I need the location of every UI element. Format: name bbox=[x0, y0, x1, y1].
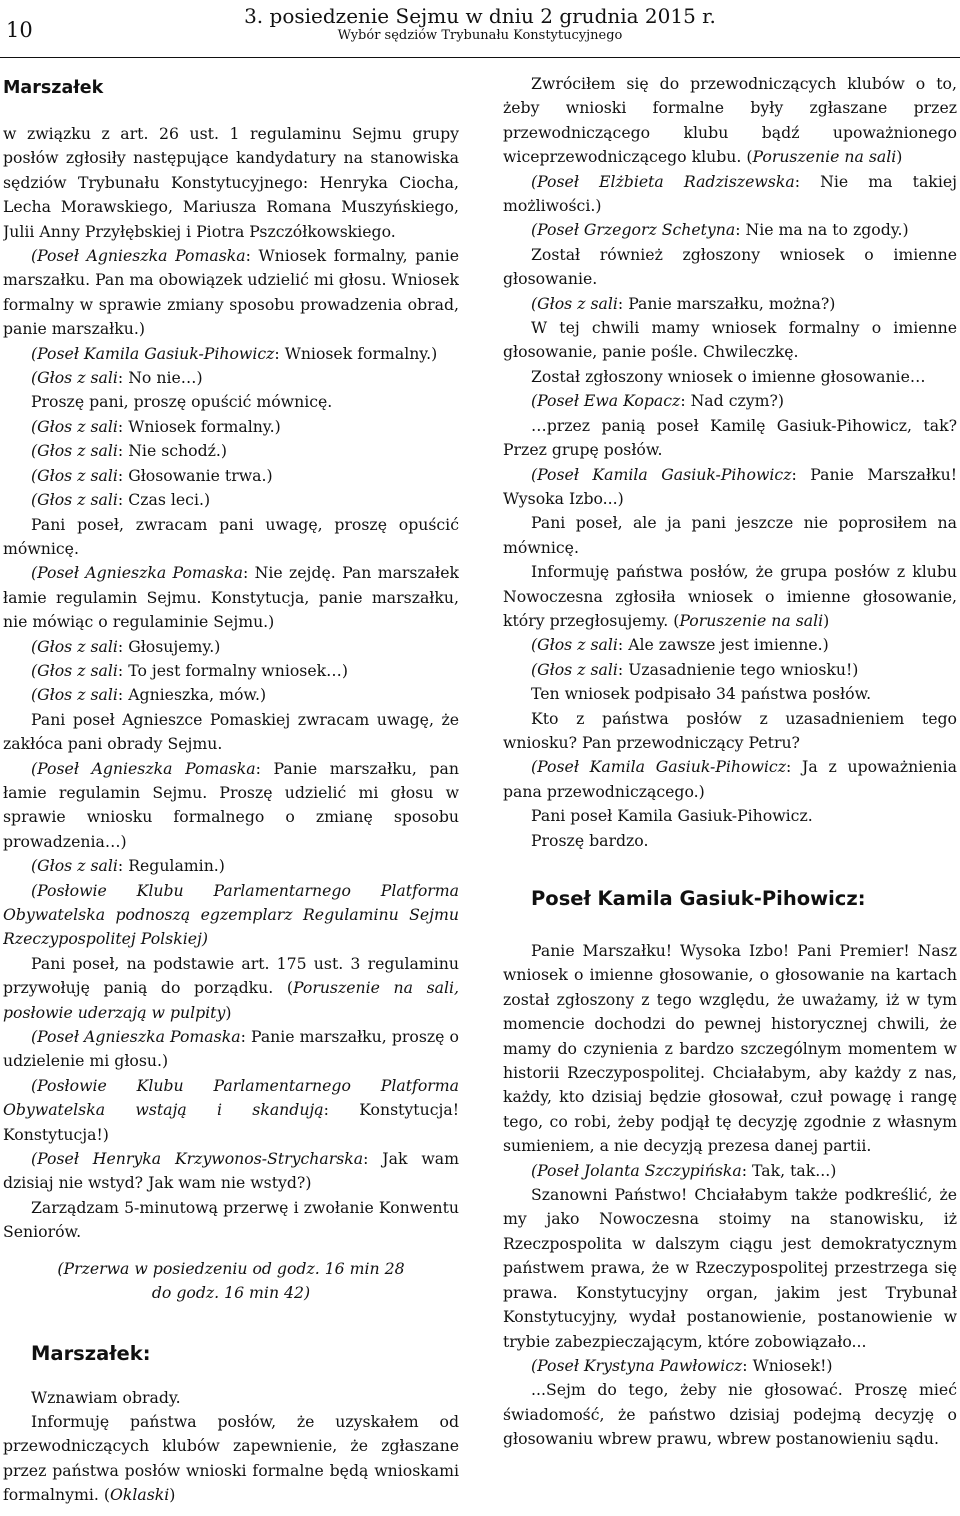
paragraph: Pani poseł, ale ja pani jeszcze nie poprosiłem na mównicę. bbox=[503, 513, 957, 557]
interjection: (Poseł Agnieszka Pomaska: Nie zejdę. Pan marszałek łamie regulamin Sejmu. Konstytucja, panie marszałku, nie mówiąc o regulaminie Sejmu.) bbox=[3, 563, 459, 632]
paragraph: Wznawiam obrady. bbox=[31, 1387, 181, 1407]
interjection: (Głos z sali: Agnieszka, mów.) bbox=[31, 685, 267, 705]
interjection: (Głos z sali: Czas leci.) bbox=[31, 490, 211, 510]
interjection: (Poseł Krystyna Pawłowicz: Wniosek!) bbox=[531, 1355, 833, 1375]
stage-direction: (Posłowie Klubu Parlamentarnego Platforma Obywatelska podnoszą egzemplarz Regulaminu Sejmu Rzeczypospolitej Polskiej) bbox=[3, 880, 459, 949]
interjection: (Głos z sali: Nie schodź.) bbox=[31, 441, 228, 461]
interjection: (Głos z sali: To jest formalny wniosek…) bbox=[31, 660, 348, 680]
interjection: (Głos z sali: Wniosek formalny.) bbox=[31, 416, 281, 436]
session-break-note: (Przerwa w posiedzeniu od godz. 16 min 28 do godz. 16 min 42) bbox=[57, 1258, 405, 1303]
interjection: (Głos z sali: Uzasadnienie tego wniosku!) bbox=[531, 659, 859, 679]
header-rule bbox=[0, 57, 960, 58]
paragraph: Proszę bardzo. bbox=[531, 830, 649, 850]
paragraph: w związku z art. 26 ust. 1 regulaminu Sejmu grupy posłów zgłosiły następujące kandydatury na stanowiska sędziów Trybunału Konstytucyjnego: Henryka Ciocha, Lecha Morawskiego, Mariusza Romana Muszyńskiego, Julii Anny Przyłębskiej i Piotra Pszczółkowskiego. bbox=[3, 124, 459, 241]
paragraph: Pani poseł, na podstawie art. 175 ust. 3 regulaminu przywołuję panią do porządku. (Poruszenie na sali, posłowie uderzają w pulpity) bbox=[3, 953, 459, 1022]
paragraph: …przez panią poseł Kamilę Gasiuk-Pihowicz, tak? Przez grupę posłów. bbox=[503, 415, 957, 460]
paragraph: Ten wniosek podpisało 34 państwa posłów. bbox=[531, 684, 872, 704]
interjection: (Poseł Kamila Gasiuk-Pihowicz: Panie Marszałku! Wysoka Izbo...) bbox=[503, 464, 957, 508]
left-column bbox=[3, 72, 459, 1508]
interjection: (Poseł Agnieszka Pomaska: Panie marszałku, proszę o udzielenie mi głosu.) bbox=[3, 1027, 459, 1071]
paragraph: Zarządzam 5-minutową przerwę i zwołanie Konwentu Seniorów. bbox=[3, 1197, 459, 1242]
interjection: (Głos z sali: Głosowanie trwa.) bbox=[31, 465, 273, 485]
interjection: (Poseł Jolanta Szczypińska: Tak, tak...) bbox=[531, 1160, 837, 1180]
paragraph: Pani poseł Kamila Gasiuk-Pihowicz. bbox=[531, 806, 813, 826]
interjection: (Poseł Agnieszka Pomaska: Panie marszałku, pan łamie regulamin Sejmu. Proszę udzielić mi głosu w sprawie wniosku formalnego o zmianę sposobu prowadzenia…) bbox=[3, 758, 459, 851]
running-subtitle: Wybór sędziów Trybunału Konstytucyjnego bbox=[337, 28, 623, 43]
paragraph: Pani poseł, zwracam pani uwagę, proszę opuścić mównicę. bbox=[3, 514, 459, 558]
paragraph: Kto z państwa posłów z uzasadnieniem tego wniosku? Pan przewodniczący Petru? bbox=[503, 708, 957, 752]
paragraph: Pani poseł Agnieszce Pomaskiej zwracam uwagę, że zakłóca pani obrady Sejmu. bbox=[3, 709, 459, 754]
interjection: (Poseł Ewa Kopacz: Nad czym?) bbox=[531, 391, 785, 411]
speaker-heading: Marszałek bbox=[3, 78, 104, 98]
paragraph: Zwróciłem się do przewodniczących klubów o to, żeby wnioski formalne były zgłaszane przez przewodniczącego klubu bądź upoważnionego wiceprzewodniczącego klubu. (Poruszenie na sali) bbox=[503, 74, 957, 167]
interjection: (Głos z sali: No nie…) bbox=[31, 368, 203, 388]
interjection: (Poseł Kamila Gasiuk-Pihowicz: Ja z upoważnienia pana przewodniczącego.) bbox=[503, 757, 957, 801]
interjection: (Posłowie Klubu Parlamentarnego Platforma Obywatelska wstają i skandują: Konstytucja! Konstytucja!) bbox=[3, 1075, 459, 1144]
interjection: (Głos z sali: Regulamin.) bbox=[31, 856, 225, 876]
speaker-heading: Poseł Kamila Gasiuk-Pihowicz: bbox=[531, 887, 866, 910]
interjection: (Poseł Agnieszka Pomaska: Wniosek formalny, panie marszałku. Pan ma obowiązek udzielić mi głosu. Wniosek formalny w sprawie zmiany sposobu prowadzenia obrad, panie marszałku.) bbox=[3, 246, 459, 339]
interjection: (Poseł Kamila Gasiuk-Pihowicz: Wniosek formalny.) bbox=[31, 343, 438, 363]
right-column bbox=[503, 72, 957, 1508]
paragraph: Proszę pani, proszę opuścić mównicę. bbox=[31, 392, 333, 412]
interjection: (Poseł Elżbieta Radziszewska: Nie ma takiej możliwości.) bbox=[503, 171, 957, 216]
interjection: (Głos z sali: Ale zawsze jest imienne.) bbox=[531, 635, 829, 655]
paragraph: ...Sejm do tego, żeby nie głosować. Proszę mieć świadomość, że państwo dzisiaj podejmą decyzję o głosowaniu wbrew prawu, wbrew postanowieniu sądu. bbox=[503, 1380, 957, 1449]
paragraph: Informuję państwa posłów, że grupa posłów z klubu Nowoczesna zgłosiła wniosek o imienne głosowanie, który przegłosujemy. (Poruszenie na sali) bbox=[503, 562, 957, 630]
interjection: (Poseł Grzegorz Schetyna: Nie ma na to zgody.) bbox=[531, 220, 909, 240]
interjection: (Głos z sali: Panie marszałku, można?) bbox=[531, 293, 836, 313]
page-number: 10 bbox=[6, 18, 33, 42]
speaker-heading: Marszałek: bbox=[31, 1341, 151, 1365]
paragraph: Został również zgłoszony wniosek o imienne głosowanie. bbox=[503, 244, 957, 289]
paragraph: Panie Marszałku! Wysoka Izbo! Pani Premier! Nasz wniosek o imienne głosowanie, o głosowanie na kartach został zgłoszony z tego względu, że uważamy, iż w tym momencie dochodzi do pewnej historycznej chwili, że mamy do czynienia z bardzo szczególnym momentem w historii Rzeczypospolitej. Chciałabym, aby każdy z nas, każdy, kto dzisiaj będzie głosował, czuł powagę i rangę tego, co robi, żeby podjął tę decyzję zgodnie z własnym sumieniem, a nie decyzją prezesa danej partii. bbox=[503, 941, 957, 1156]
running-title: 3. posiedzenie Sejmu w dniu 2 grudnia 2015 r. bbox=[244, 4, 716, 28]
interjection: (Poseł Henryka Krzywonos-Strycharska: Jak wam dzisiaj nie wstyd? Jak wam nie wstyd?) bbox=[3, 1149, 459, 1193]
paragraph: Szanowni Państwo! Chciałabym także podkreślić, że my jako Nowoczesna stoimy na stanowisku, iż Rzeczpospolita w dalszym ciągu jest demokratycznym państwem prawa, że w Rzeczypospolitej przestrzega się prawa. Konstytucyjny organ, jakim jest Trybunał Konstytucyjny, wydał postanowienie, postanowienie w trybie zabezpieczającym, które zobowiązało... bbox=[503, 1185, 957, 1351]
interjection: (Głos z sali: Głosujemy.) bbox=[31, 636, 221, 656]
paragraph: W tej chwili mamy wniosek formalny o imienne głosowanie, panie pośle. Chwileczkę. bbox=[503, 318, 957, 362]
paragraph: Informuję państwa posłów, że uzyskałem od przewodniczących klubów zapewnienie, że zgłaszane przez państwa posłów wnioski formalne będą wnioskami formalnymi. (Oklaski) bbox=[3, 1411, 459, 1505]
paragraph: Został zgłoszony wniosek o imienne głosowanie… bbox=[531, 366, 926, 386]
